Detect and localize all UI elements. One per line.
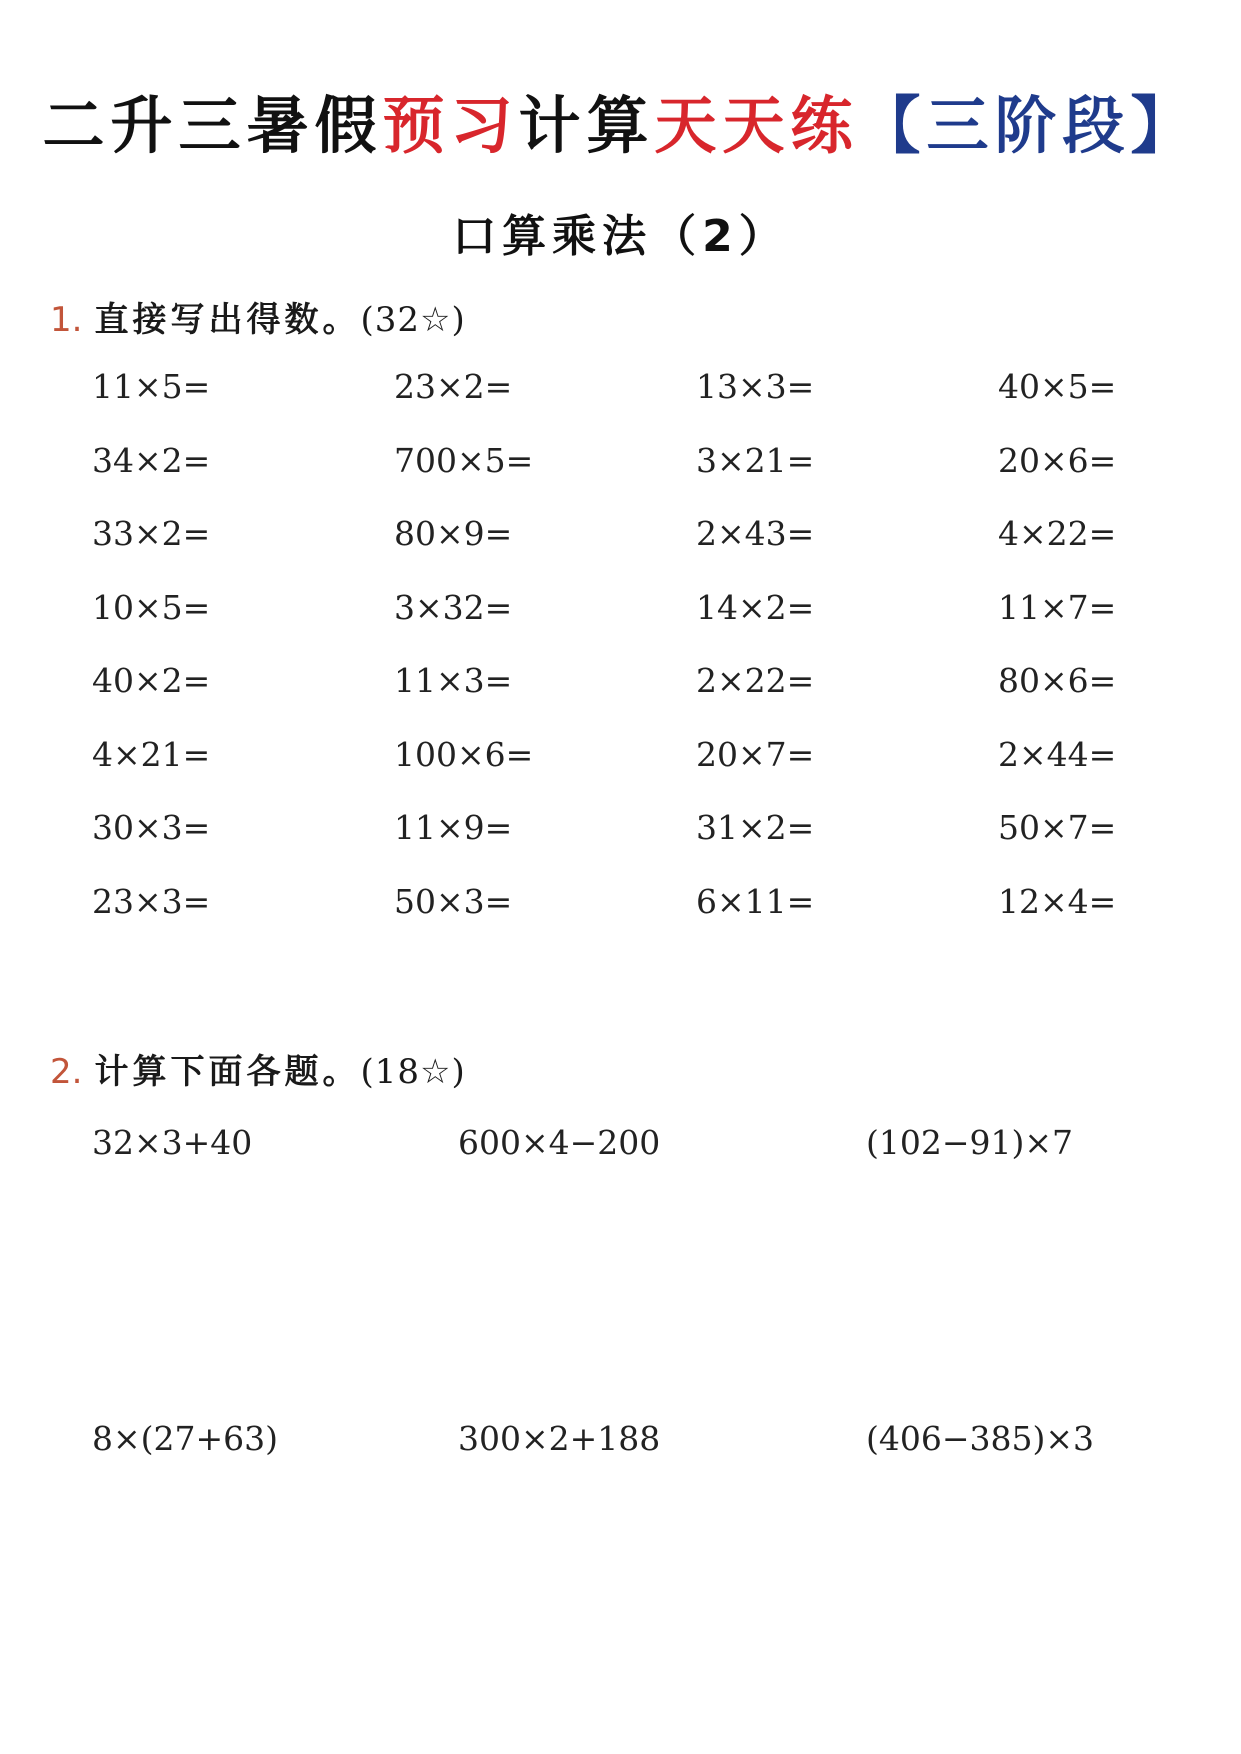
oral-problem: 4×21= (92, 734, 211, 774)
section-1-instruction: 直接写出得数。 (94, 300, 361, 340)
oral-problem: 12×4= (998, 881, 1117, 921)
title-part-calc: 计算 (518, 89, 655, 162)
oral-problem: 13×3= (696, 367, 815, 406)
calc-problem: 32×3+40 (92, 1123, 253, 1162)
calc-problems-row-1 (92, 1118, 1152, 1168)
oral-problem: 50×7= (998, 808, 1117, 847)
oral-problem: 11×9= (394, 808, 513, 847)
section-2-instruction: 计算下面各题。 (94, 1052, 361, 1092)
oral-problem: 4×22= (998, 514, 1117, 553)
section-1-heading (50, 292, 466, 341)
title-part-daily: 天天练 (654, 89, 859, 162)
oral-problems-grid (92, 362, 1152, 950)
oral-problem: 11×7= (998, 587, 1117, 627)
calc-problem: (406−385)×3 (866, 1419, 1095, 1458)
section-2-heading (50, 1044, 466, 1093)
oral-problem: 23×3= (92, 881, 211, 921)
title-part-stage: 【三阶段】 (858, 89, 1199, 162)
oral-problem: 10×5= (92, 587, 211, 627)
section-2-number: 2. (50, 1052, 83, 1092)
page-title (0, 89, 1241, 162)
oral-problem: 2×22= (696, 661, 815, 700)
oral-problem: 50×3= (394, 881, 513, 921)
oral-problem: 40×5= (998, 367, 1117, 406)
oral-problem: 2×43= (696, 514, 815, 553)
oral-problem: 23×2= (394, 367, 513, 406)
oral-problem: 14×2= (696, 587, 815, 627)
section-1-score: (32☆) (360, 300, 466, 340)
oral-problem: 3×21= (696, 440, 815, 480)
oral-problem: 40×2= (92, 661, 211, 700)
oral-problem: 30×3= (92, 808, 211, 847)
oral-problem: 34×2= (92, 440, 211, 480)
oral-problem: 80×6= (998, 661, 1117, 700)
calc-problem: 8×(27+63) (92, 1419, 279, 1458)
oral-problem: 3×32= (394, 587, 513, 627)
oral-problem: 20×7= (696, 734, 815, 774)
section-1-number: 1. (50, 300, 83, 340)
oral-problem: 31×2= (696, 808, 815, 847)
oral-problem: 2×44= (998, 734, 1117, 774)
calc-problem: 600×4−200 (458, 1123, 661, 1162)
oral-problem: 20×6= (998, 440, 1117, 480)
oral-problem: 700×5= (394, 440, 534, 480)
oral-problem: 80×9= (394, 514, 513, 553)
oral-problem: 33×2= (92, 514, 211, 553)
page-subtitle: 口算乘法（2） (452, 211, 789, 262)
section-2-score: (18☆) (360, 1052, 466, 1092)
calc-problem: (102−91)×7 (866, 1123, 1074, 1162)
oral-problem: 6×11= (696, 881, 815, 921)
calc-problems-row-2 (92, 1414, 1152, 1464)
oral-problem: 100×6= (394, 734, 534, 774)
title-part-preview: 预习 (382, 89, 519, 162)
oral-problem: 11×5= (92, 367, 211, 406)
oral-problem: 11×3= (394, 661, 513, 700)
title-part-grade: 二升三暑假 (42, 89, 383, 162)
calc-problem: 300×2+188 (458, 1419, 661, 1458)
